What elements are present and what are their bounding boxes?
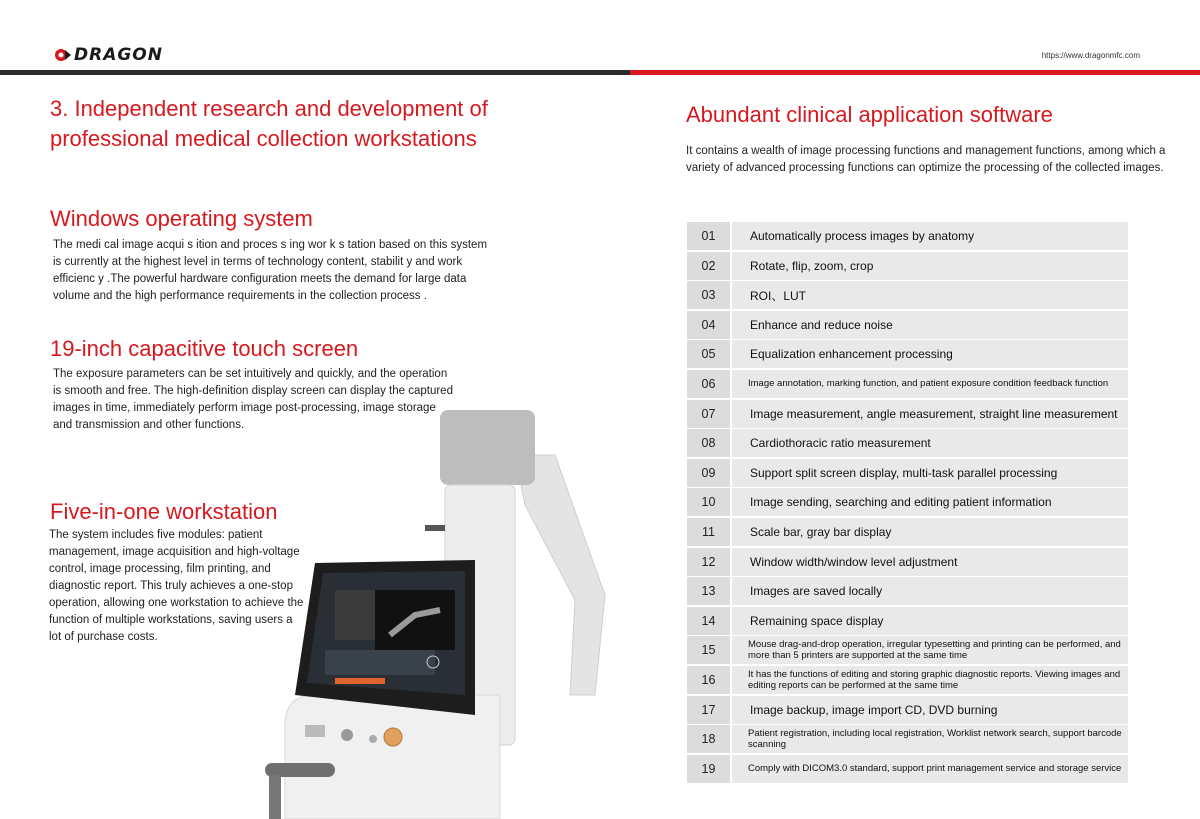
- feature-table: [687, 222, 1128, 784]
- feature-text: Image measurement, angle measurement, straight line measurement: [732, 400, 1128, 428]
- feature-row: [687, 429, 1128, 457]
- section-text-windows: The medi cal image acqui s ition and proces s ing wor k s tation based on this system is currently at the highest level in terms of technology content, stabilit y and work efficienc y .The powerful hardware configuration meets the demand for large data volume and the high performance requirements in the collection process .: [53, 239, 488, 302]
- section-title-windows: Windows operating system: [50, 206, 313, 231]
- feature-row: [687, 755, 1128, 783]
- touch-screen-monitor: [295, 560, 475, 715]
- feature-text: Window width/window level adjustment: [732, 548, 1128, 576]
- feature-number: 01: [687, 222, 730, 250]
- software-description: It contains a wealth of image processing functions and management functions, among which a variety of advanced processing functions can optimize the processing of the collected images.: [686, 145, 1166, 174]
- feature-number: 16: [687, 666, 730, 694]
- dragon-logo-icon: [54, 47, 72, 63]
- feature-row: [687, 548, 1128, 576]
- feature-row: [687, 370, 1128, 398]
- feature-number: 11: [687, 518, 730, 546]
- feature-number: 19: [687, 755, 730, 783]
- section-title-five-in-one: Five-in-one workstation: [50, 499, 278, 524]
- feature-number: 10: [687, 488, 730, 516]
- feature-row: [687, 252, 1128, 280]
- feature-number: 12: [687, 548, 730, 576]
- feature-row: [687, 400, 1128, 428]
- feature-number: 03: [687, 281, 730, 309]
- website-url[interactable]: https://www.dragonmfc.com: [1041, 51, 1140, 60]
- feature-number: 13: [687, 577, 730, 605]
- feature-number: 06: [687, 370, 730, 398]
- feature-text: ROI、LUT: [732, 281, 1128, 309]
- brand-name: DRAGON: [74, 45, 163, 65]
- feature-row: [687, 488, 1128, 516]
- feature-row: [687, 696, 1128, 724]
- feature-number: 15: [687, 636, 730, 664]
- section-text-touchscreen: The exposure parameters can be set intuitively and quickly, and the operation is smooth and free. The high-definition display screen can display the captured images in time, immediately perform image post-processing, image storage and transmission and other functions.: [53, 368, 453, 431]
- feature-text: Patient registration, including local registration, Worklist network search, support barcode scanning: [732, 725, 1128, 753]
- feature-number: 08: [687, 429, 730, 457]
- feature-row: [687, 311, 1128, 339]
- feature-text: Remaining space display: [732, 607, 1128, 635]
- feature-number: 17: [687, 696, 730, 724]
- header-rule-red: [630, 70, 1200, 75]
- feature-text: Enhance and reduce noise: [732, 311, 1128, 339]
- feature-row: [687, 518, 1128, 546]
- section-title-touchscreen: 19-inch capacitive touch screen: [50, 336, 359, 361]
- feature-text: Mouse drag-and-drop operation, irregular typesetting and printing can be performed, and more than 5 printers are supported at the same time: [732, 636, 1128, 664]
- feature-number: 18: [687, 725, 730, 753]
- feature-row: [687, 636, 1128, 664]
- feature-text: It has the functions of editing and storing graphic diagnostic reports. Viewing images and editing reports can be performed at the same time: [732, 666, 1128, 694]
- feature-text: Image backup, image import CD, DVD burning: [732, 696, 1128, 724]
- feature-text: Equalization enhancement processing: [732, 340, 1128, 368]
- feature-row: [687, 577, 1128, 605]
- feature-row: [687, 340, 1128, 368]
- tube-head: [440, 410, 535, 485]
- feature-text: Image sending, searching and editing patient information: [732, 488, 1128, 516]
- feature-number: 09: [687, 459, 730, 487]
- feature-row: [687, 222, 1128, 250]
- feature-text: Image annotation, marking function, and patient exposure condition feedback function: [732, 370, 1128, 398]
- feature-number: 04: [687, 311, 730, 339]
- main-heading: 3. Independent research and development of professional medical collection workstations: [50, 96, 488, 151]
- feature-number: 07: [687, 400, 730, 428]
- section-text-five-in-one: The system includes five modules: patient management, image acquisition and high-voltage control, image processing, film printing, and diagnostic report. This truly achieves a one-stop operation, allowing one workstation to achieve the function of multiple workstations, saving users a lot of purchase costs.: [49, 529, 304, 643]
- feature-row: [687, 725, 1128, 753]
- brand-logo: [54, 44, 163, 66]
- header-rule-dark: [0, 70, 630, 75]
- feature-row: [687, 607, 1128, 635]
- feature-number: 02: [687, 252, 730, 280]
- workstation-illustration: [265, 395, 625, 819]
- feature-text: Support split screen display, multi-task parallel processing: [732, 459, 1128, 487]
- feature-text: Rotate, flip, zoom, crop: [732, 252, 1128, 280]
- feature-text: Cardiothoracic ratio measurement: [732, 429, 1128, 457]
- feature-row: [687, 281, 1128, 309]
- software-title: Abundant clinical application software: [686, 102, 1053, 127]
- feature-text: Images are saved locally: [732, 577, 1128, 605]
- feature-number: 14: [687, 607, 730, 635]
- feature-row: [687, 666, 1128, 694]
- feature-text: Automatically process images by anatomy: [732, 222, 1128, 250]
- feature-row: [687, 459, 1128, 487]
- feature-text: Comply with DICOM3.0 standard, support print management service and storage service: [732, 755, 1128, 783]
- feature-number: 05: [687, 340, 730, 368]
- feature-text: Scale bar, gray bar display: [732, 518, 1128, 546]
